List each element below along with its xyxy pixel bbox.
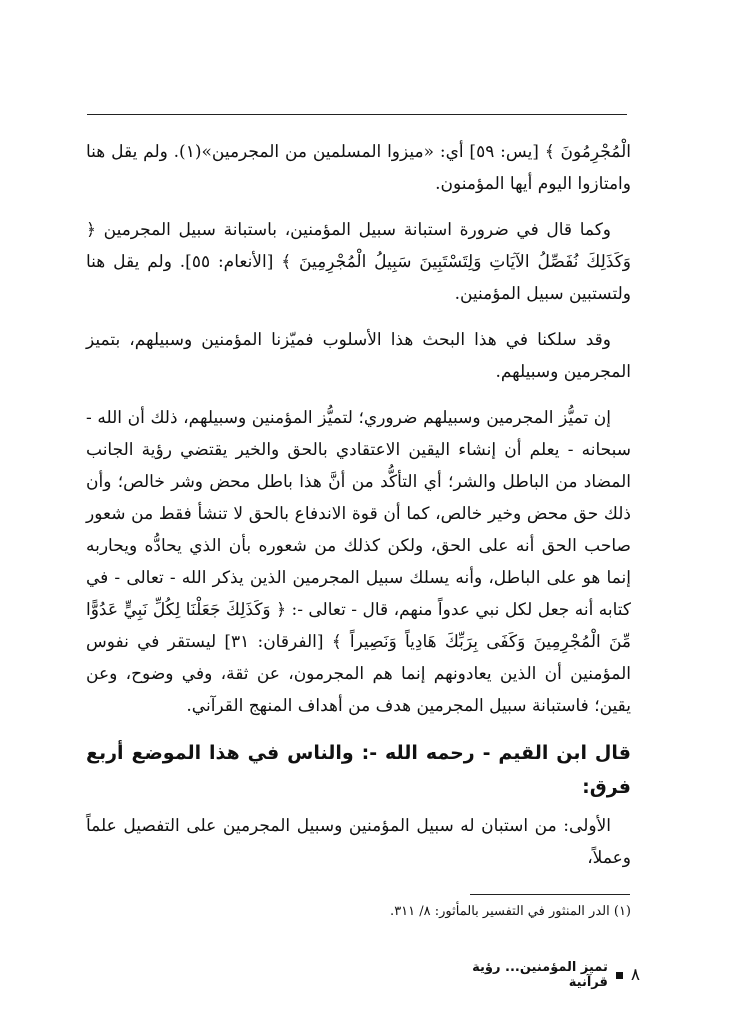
footnote-rule xyxy=(470,894,630,895)
footnote: (١) الدر المنثور في التفسير بالمأثور: ٨/ ٣١١. xyxy=(390,904,631,919)
paragraph-3: وقد سلكنا في هذا البحث هذا الأسلوب فميّزنا المؤمنين وسبيلهم، بتميز المجرمين وسبيلهم. xyxy=(86,330,631,382)
running-title: تميز المؤمنين... رؤية قرآنية xyxy=(472,960,608,990)
square-bullet-icon xyxy=(616,972,623,979)
paragraph-5: الأولى: من استبان له سبيل المؤمنين وسبيل المجرمين على التفصيل علماً وعملاً، xyxy=(86,816,631,868)
page-body xyxy=(86,136,631,874)
paragraph-2: وكما قال في ضرورة استبانة سبيل المؤمنين، باستبانة سبيل المجرمين ﴿ وَكَذَلِكَ نُفَصِّلُ الآيَاتِ وَلِتَسْتَبِينَ سَبِيلُ الْمُجْرِمِينَ ﴾ [الأنعام: ٥٥]. ولم يقل هنا ولتستبين سبيل المؤمنين. xyxy=(86,220,632,304)
page-number: ٨ xyxy=(630,965,640,985)
paragraph-4: إن تميُّز المجرمين وسبيلهم ضروري؛ لتميُّز المؤمنين وسبيلهم، ذلك أن الله - سبحانه - يعلم أن إنشاء اليقين الاعتقادي بالحق والخير يقتضي رؤية الجانب المضاد من الباطل والشر؛ أي التأكُّد من أنَّ هذا باطل محض وشر خالص؛ وأن ذلك حق محض وخير خالص، كما أن قوة الاندفاع بالحق لا تنشأ فقط من شعور صاحب الحق أنه على الحق، ولكن كذلك من شعوره بأن الذي يحادُّه ويحاربه إنما هو على الباطل، وأنه يسلك سبيل المجرمين الذين يذكر الله - تعالى - في كتابه أنه جعل لكل نبي عدواً منهم، قال - تعالى -: ﴿ وَكَذَلِكَ جَعَلْنَا لِكُلِّ نَبِيٍّ عَدُوًّا مِّنَ الْمُجْرِمِينَ وَكَفَى بِرَبِّكَ هَادِياً وَنَصِيراً ﴾ [الفرقان: ٣١] ليستقر في نفوس المؤمنين أن الذين يعادونهم إنما هم المجرمون، عن ثقة، وفي وضوح، وعن يقين؛ فاستبانة سبيل المجرمين هدف من أهداف المنهج القرآني. xyxy=(86,408,631,716)
section-heading: قال ابن القيم - رحمه الله -: والناس في هذا الموضع أربع فرق: xyxy=(86,742,631,798)
page-footer xyxy=(430,960,640,990)
paragraph-1: الْمُجْرِمُونَ ﴾ [يس: ٥٩] أي: «ميزوا المسلمين من المجرمين»(١). ولم يقل هنا وامتازوا اليوم أيها المؤمنون. xyxy=(86,142,631,194)
header-rule xyxy=(87,114,627,115)
